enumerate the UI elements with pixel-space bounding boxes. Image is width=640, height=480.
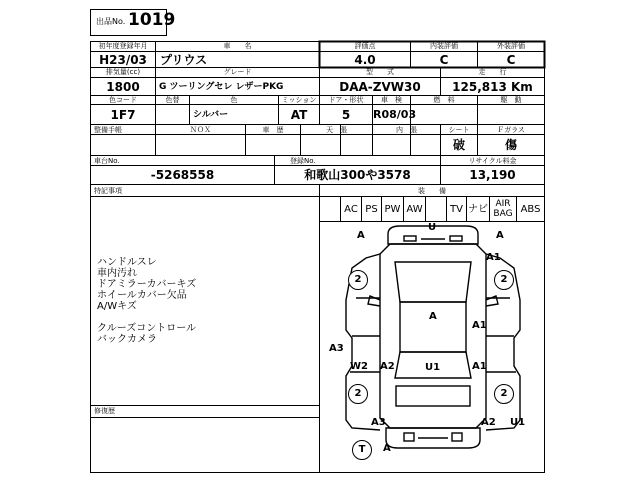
value-interior: C	[439, 53, 449, 67]
tire-spare: T	[352, 440, 372, 460]
value-color: シルバー	[193, 110, 229, 120]
label-grade: グレード	[223, 68, 252, 76]
label-glass: Ｆガラス	[497, 126, 525, 134]
tire-front-left: 2	[348, 270, 368, 290]
mark-front-fender-right: A1	[486, 252, 501, 263]
label-interior-cover: 内 張	[396, 126, 417, 134]
label-sunroof: 天 張	[326, 126, 347, 134]
equip-abs: ABS	[520, 204, 541, 215]
mark-spare: A	[383, 443, 391, 454]
mark-rear-center: U1	[425, 362, 441, 373]
note-line: バックカメラ	[97, 334, 157, 345]
value-exterior: C	[506, 53, 516, 67]
label-exterior: 外装評価	[497, 42, 525, 50]
label-model: 型 式	[366, 68, 394, 76]
note-line: 車内汚れ	[97, 268, 137, 279]
tire-rear-left: 2	[348, 384, 368, 404]
label-mileage: 走 行	[478, 68, 507, 76]
value-glass: 傷	[504, 138, 517, 152]
mark-rear-bumper-right: A2	[481, 417, 496, 428]
value-recycle: 13,190	[469, 168, 516, 182]
label-equipment: 装 備	[418, 187, 446, 195]
value-first-reg: H23/03	[99, 53, 147, 67]
value-score: 4.0	[354, 53, 376, 67]
value-car-name: プリウス	[160, 53, 208, 67]
value-color-code: 1F7	[110, 108, 136, 122]
label-drive: 駆 動	[500, 96, 522, 104]
note-line: ホイールカバー欠品	[97, 290, 187, 301]
label-doors: ドア・形状	[328, 96, 364, 104]
value-transmission: AT	[290, 108, 308, 122]
label-car-name: 車 名	[223, 42, 252, 50]
label-recycle: リサイクル料金	[468, 157, 517, 165]
value-inspection: R08/03	[373, 108, 417, 121]
label-inspection: 車 検	[381, 96, 402, 104]
label-first-reg: 初年度登録年月	[98, 42, 148, 50]
notes-list	[97, 257, 196, 345]
value-chassis: -5268558	[150, 168, 215, 182]
mark-rear-left-door: A2	[380, 361, 395, 372]
label-transmission: ミッション	[281, 96, 317, 104]
note-line: A/Wキズ	[97, 301, 137, 312]
note-line: ハンドルスレ	[97, 257, 157, 268]
mark-front-left: A	[357, 230, 365, 241]
mark-front-center: U	[428, 222, 437, 233]
equip-pw: PW	[384, 204, 401, 215]
mark-left-side: A3	[329, 343, 344, 354]
note-line	[97, 312, 196, 323]
label-color-code: 色コード	[109, 96, 137, 104]
label-color-group: 色替	[165, 96, 180, 104]
label-notes: 特記事項	[94, 187, 122, 195]
mark-rear-left-side: W2	[350, 361, 368, 372]
tire-rear-right: 2	[494, 384, 514, 404]
label-reg-number: 登録No.	[290, 157, 316, 165]
value-doors: 5	[341, 108, 351, 122]
equip-navi: ナビ	[468, 204, 488, 215]
mark-front-right: A	[496, 230, 504, 241]
label-score: 評価点	[354, 42, 376, 50]
value-displacement: 1800	[106, 80, 140, 94]
mark-rear-door-right: A1	[472, 320, 487, 331]
lot-label: 出品No.	[96, 17, 126, 26]
note-line: ドアミラーカバーキズ	[97, 279, 197, 290]
label-maintenance: 整備手帳	[94, 126, 122, 134]
value-reg-number: 和歌山300や3578	[304, 168, 411, 182]
value-seat: 破	[452, 138, 465, 152]
equip-ac: AC	[344, 204, 358, 215]
value-model: DAA-ZVW30	[339, 80, 421, 94]
equip-ps: PS	[365, 204, 378, 215]
mark-rear-bumper-left: A3	[371, 417, 386, 428]
equip-airbag: AIR BAG	[493, 199, 513, 219]
label-color: 色	[230, 96, 238, 104]
equip-tv: TV	[450, 204, 463, 215]
value-mileage: 125,813 Km	[452, 80, 533, 94]
mark-roof: A	[429, 311, 437, 322]
label-chassis: 車台No.	[94, 157, 120, 165]
tire-front-right: 2	[494, 270, 514, 290]
lot-number: 1019	[128, 10, 176, 30]
equip-aw: AW	[406, 204, 423, 215]
note-line: クルーズコントロール	[97, 323, 196, 334]
label-seat: シート	[448, 126, 470, 134]
label-displacement: 排気量(cc)	[105, 68, 141, 76]
label-history: 車 歴	[262, 126, 284, 134]
mark-rear-right: U1	[510, 417, 526, 428]
value-grade: G ツーリングセレ レザーPKG	[159, 82, 284, 92]
label-nox: ＮＯＸ	[190, 126, 211, 134]
mark-rear-right-door: A1	[472, 361, 487, 372]
label-fuel: 燃 料	[433, 96, 455, 104]
label-repair: 修復歴	[94, 407, 115, 415]
label-interior: 内装評価	[430, 42, 458, 50]
